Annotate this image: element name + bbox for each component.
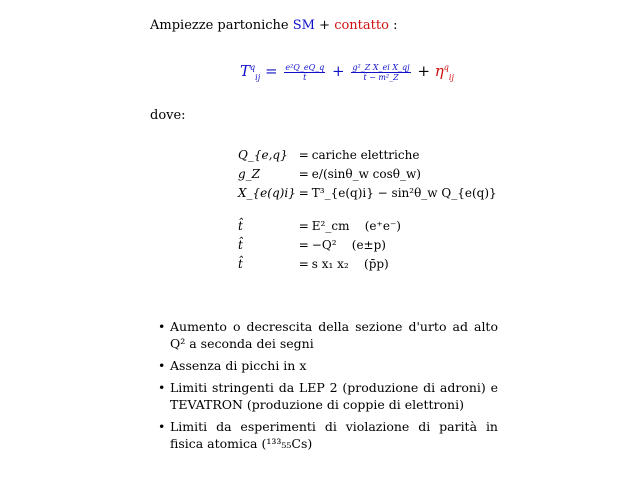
kinematics-symbol: t̂: [238, 218, 243, 233]
definition-symbol: X_{e(q)i}: [238, 185, 296, 200]
kinematics-value: −Q² (e±p): [311, 237, 386, 252]
kinematics-op: =: [298, 218, 309, 233]
amplitude-equation: [240, 62, 454, 82]
definition-symbol: g_Z: [238, 166, 261, 181]
list-item: • Limiti stringenti da LEP 2 (produzione di adroni) e TEVATRON (produzione di coppie di elettroni): [158, 380, 498, 412]
kinematics-row: [238, 236, 497, 255]
definition-op: =: [298, 166, 309, 181]
list-item: • Aumento o decrescita della sezione d'urto ad alto Q² a seconda dei segni: [158, 319, 498, 351]
kinematics-value: s x₁ x₂ (p̄p): [311, 256, 389, 271]
definition-value: e/(sinθ_w cosθ_w): [311, 166, 421, 181]
definitions-block: [238, 146, 497, 274]
heading-sm: SM: [292, 18, 315, 33]
definition-row: [238, 165, 497, 184]
list-item: • Limiti da esperimenti di violazione di parità in fisica atomica (¹³³₅₅Cs): [158, 419, 498, 451]
heading-contact: contatto: [334, 18, 389, 33]
heading-colon: :: [393, 18, 398, 33]
bullet-icon: •: [158, 319, 166, 334]
slide-heading: [150, 18, 397, 33]
kinematics-value: E²_cm (e⁺e⁻): [311, 218, 401, 233]
kinematics-row: [238, 255, 497, 274]
definition-row: [238, 146, 497, 165]
equation-lhs: $T^q_{ij}$: [240, 62, 261, 82]
definition-op: =: [298, 147, 309, 162]
bullet-list: [158, 318, 498, 457]
bullet-icon: •: [158, 380, 166, 395]
kinematics-symbol: t̂: [238, 237, 243, 252]
equation-plus-2: +: [417, 62, 431, 80]
definition-value: cariche elettriche: [311, 147, 420, 162]
equation-z-term: $\frac{\text{g²\_Z X\_ei X\_qj}}{\text{t̂ − m²\_Z}}$: [352, 62, 410, 82]
bullet-icon: •: [158, 419, 166, 434]
kinematics-process: (p̄p): [364, 256, 389, 271]
definition-op: =: [298, 185, 309, 200]
equation-photon-term: $\frac{\text{e²Q\_eQ\_q}}{t̂}$: [285, 62, 325, 82]
definition-value: T³_{e(q)i} − sin²θ_w Q_{e(q)}: [311, 185, 497, 200]
definition-row: [238, 184, 497, 203]
kinematics-row: [238, 217, 497, 236]
where-label: dove:: [150, 108, 186, 123]
heading-plus: +: [319, 18, 331, 33]
kinematics-op: =: [298, 256, 309, 271]
definition-symbol: Q_{e,q}: [238, 147, 288, 162]
kinematics-op: =: [298, 237, 309, 252]
heading-prefix: Ampiezze partoniche: [150, 18, 289, 33]
kinematics-symbol: t̂: [238, 256, 243, 271]
equation-plus-1: +: [332, 62, 345, 80]
kinematics-process: (e⁺e⁻): [364, 218, 401, 233]
equation-equals: =: [264, 62, 278, 80]
bullet-icon: •: [158, 358, 166, 373]
equation-contact-term: $\eta^q_{ij}$: [434, 62, 454, 82]
list-item: • Assenza di picchi in x: [158, 358, 307, 373]
kinematics-process: (e±p): [351, 237, 386, 252]
